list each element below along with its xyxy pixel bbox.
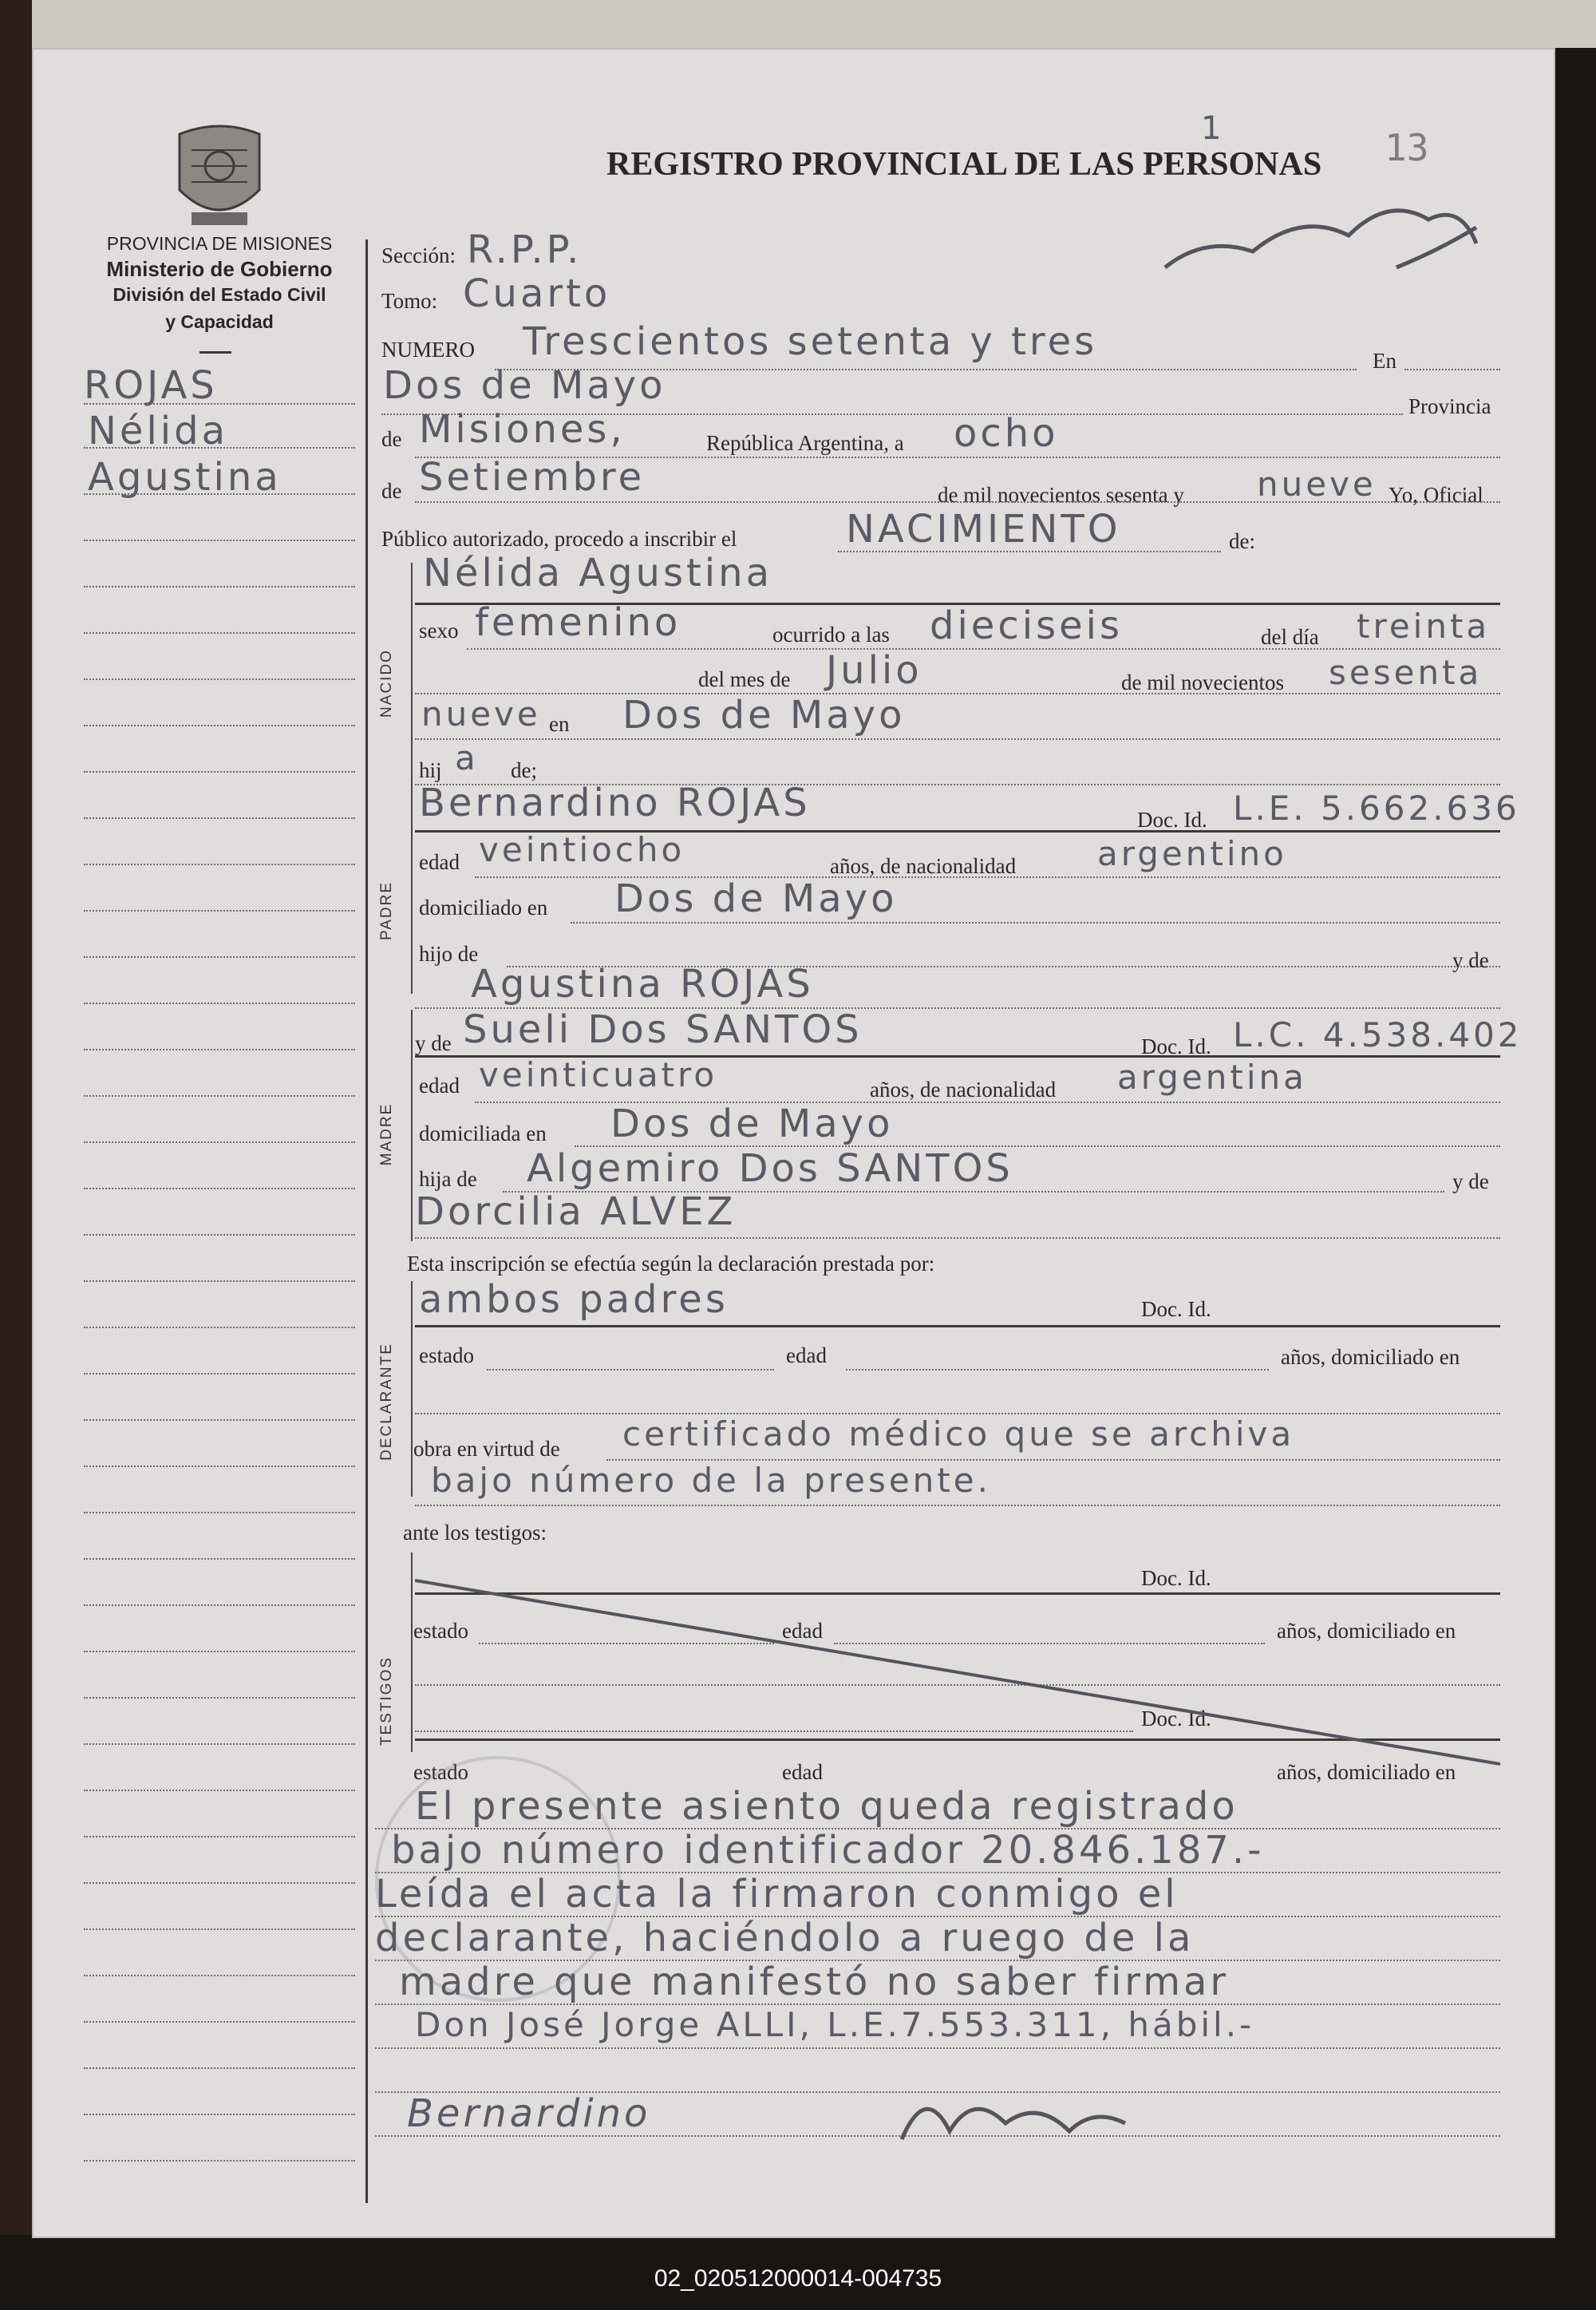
padre-parents-value: Agustina ROJAS	[471, 962, 814, 1007]
note-line-1: El presente asiento queda registrado	[415, 1784, 1238, 1829]
month-value: Setiembre	[419, 455, 646, 500]
month-nacido-value: Julio	[826, 648, 922, 693]
year-nacido-value-1: sesenta	[1329, 653, 1483, 692]
testigo1-estado-label: estado	[413, 1619, 468, 1643]
official-signature-top-icon	[1157, 180, 1492, 283]
yo-oficial-label: Yo, Oficial	[1389, 483, 1483, 507]
obra-value-2: bajo número de la presente.	[431, 1461, 991, 1500]
declarante-anos-label: años, domiciliado en	[1281, 1345, 1460, 1369]
declarante-estado-label: estado	[419, 1343, 474, 1367]
padre-domicilio-value: Dos de Mayo	[614, 876, 898, 921]
folio-mark: 1	[1201, 110, 1225, 147]
de-label-2: de	[381, 479, 402, 503]
page-top-edge	[32, 0, 1596, 48]
publico-label: Público autorizado, procedo a inscribir el	[381, 527, 737, 551]
padre-domicilio-label: domiciliado en	[419, 896, 548, 920]
republica-label: República Argentina, a	[706, 431, 904, 455]
ocurrido-label: ocurrido a las	[772, 623, 890, 647]
padre-nacionalidad-label: años, de nacionalidad	[830, 854, 1017, 878]
madre-father-value: Algemiro Dos SANTOS	[527, 1146, 1013, 1191]
declarante-intro: Esta inscripción se efectúa según la declaración prestada por:	[407, 1252, 935, 1276]
padre-y-de-label: y de	[1452, 948, 1489, 972]
madre-mother-value: Dorcilia ALVEZ	[415, 1189, 737, 1234]
book-spine	[0, 0, 32, 2235]
mil-label: de mil novecientos	[1121, 670, 1284, 694]
day-value: ocho	[954, 411, 1059, 456]
note-line-5: madre que manifestó no saber firmar	[399, 1960, 1230, 2004]
official-signature-bottom-icon	[894, 2075, 1133, 2155]
padre-doc-label: Doc. Id.	[1137, 808, 1207, 832]
stub-division-2: y Capacidad	[165, 311, 274, 332]
madre-name-value: Sueli Dos SANTOS	[463, 1007, 863, 1052]
stub-given-name-1: Nélida	[88, 409, 228, 453]
testigos-intro: ante los testigos:	[403, 1521, 547, 1545]
sexo-label: sexo	[419, 619, 459, 643]
numero-value: Trescientos setenta y tres	[523, 319, 1098, 364]
madre-y-de-label: y de	[415, 1031, 452, 1055]
province-value: Misiones,	[419, 407, 626, 452]
image-id-label: 02_020512000014-004735	[654, 2265, 942, 2292]
de-label: de	[381, 427, 402, 451]
madre-domicilio-value: Dos de Mayo	[610, 1102, 894, 1146]
year-nacido-value-2: nueve	[421, 694, 541, 734]
tomo-label: Tomo:	[381, 289, 438, 313]
stub-province: PROVINCIA DE MISIONES	[106, 233, 333, 254]
padre-name-value: Bernardino ROJAS	[419, 781, 811, 825]
declarante-edad-label: edad	[786, 1343, 827, 1367]
madre-edad-value: veinticuatro	[479, 1055, 718, 1094]
madre-hija-label: hija de	[419, 1167, 477, 1191]
testigo2-estado-label: estado	[413, 1760, 468, 1784]
en-label: En	[1373, 349, 1396, 373]
day-nacido-value: treinta	[1357, 607, 1491, 646]
nacido-name-value: Nélida Agustina	[423, 551, 772, 595]
madre-domicilio-label: domiciliada en	[419, 1121, 547, 1145]
seccion-value: R.P.P.	[467, 227, 583, 272]
section-testigos-label: TESTIGOS	[378, 1655, 395, 1746]
madre-edad-label: edad	[419, 1074, 460, 1098]
testigo2-doc-label: Doc. Id.	[1141, 1707, 1211, 1731]
section-padre-label: PADRE	[378, 880, 395, 941]
note-line-4: declarante, haciéndolo a ruego de la	[375, 1916, 1195, 1960]
declarante-value: ambos padres	[419, 1277, 729, 1322]
padre-edad-value: veintiocho	[479, 830, 685, 869]
note-line-3: Leída el acta la firmaron conmigo el	[375, 1872, 1179, 1916]
hijo-label: hij	[419, 758, 442, 782]
madre-nacionalidad-label: años, de nacionalidad	[870, 1078, 1057, 1102]
note-line-6: Don José Jorge ALLI, L.E.7.553.311, hábil.-	[415, 2005, 1255, 2044]
provincia-label: Provincia	[1408, 394, 1491, 418]
mes-label: del mes de	[698, 667, 791, 691]
year-value: nueve	[1257, 465, 1377, 504]
stub-division: División del Estado Civil	[113, 284, 326, 305]
testigo1-doc-label: Doc. Id.	[1141, 1566, 1211, 1590]
obra-label: obra en virtud de	[413, 1437, 560, 1461]
hijo-suffix: de;	[511, 758, 537, 782]
padre-hijo-label: hijo de	[419, 942, 479, 966]
padre-nacionalidad-value: argentino	[1097, 834, 1287, 873]
madre-doc-label: Doc. Id.	[1141, 1034, 1211, 1058]
en-nacido-label: en	[549, 712, 570, 736]
padre-doc-value: L.E. 5.662.636	[1233, 789, 1520, 828]
place-value: Dos de Mayo	[383, 363, 666, 408]
page-title: REGISTRO PROVINCIAL DE LAS PERSONAS	[606, 146, 1322, 183]
seccion-label: Sección:	[381, 243, 456, 267]
provincial-crest-icon	[172, 118, 267, 230]
obra-value-1: certificado médico que se archiva	[622, 1414, 1295, 1454]
tomo-value: Cuarto	[463, 271, 611, 316]
place-nacido-value: Dos de Mayo	[622, 693, 906, 738]
section-nacido-label: NACIDO	[378, 649, 395, 718]
note-line-2: bajo número identificador 20.846.187.-	[391, 1828, 1265, 1873]
madre-nacionalidad-value: argentina	[1117, 1058, 1307, 1097]
acto-value: NACIMIENTO	[846, 507, 1121, 552]
section-declarante-label: DECLARANTE	[378, 1343, 395, 1461]
numero-label: NUMERO	[381, 338, 476, 362]
testigo1-edad-label: edad	[782, 1619, 823, 1643]
declarante-doc-label: Doc. Id.	[1141, 1297, 1211, 1321]
stub-divider	[365, 239, 368, 2203]
stub-surname: ROJAS	[84, 363, 218, 408]
sexo-value: femenino	[475, 600, 681, 645]
stub-given-name-2: Agustina	[88, 455, 282, 500]
folio-number: 13	[1385, 126, 1429, 169]
padre-edad-label: edad	[419, 850, 460, 874]
hour-value: dieciseis	[930, 603, 1123, 648]
madre-doc-value: L.C. 4.538.402	[1233, 1015, 1523, 1054]
madre-y-de-label-2: y de	[1452, 1169, 1489, 1193]
declarant-signature: Bernardino	[407, 2091, 651, 2136]
stub-ministry: Ministerio de Gobierno	[106, 257, 333, 281]
testigos-strike-line	[415, 1576, 1500, 1768]
dia-label: del día	[1261, 625, 1319, 649]
testigo2-anos-label: años, domiciliado en	[1277, 1760, 1456, 1784]
year-label: de mil novecientos sesenta y	[938, 483, 1184, 507]
testigo1-anos-label: años, domiciliado en	[1277, 1619, 1456, 1643]
de-colon-label: de:	[1229, 529, 1255, 553]
section-madre-label: MADRE	[378, 1102, 395, 1166]
testigo2-edad-label: edad	[782, 1760, 823, 1784]
hijo-value: a	[455, 738, 479, 777]
